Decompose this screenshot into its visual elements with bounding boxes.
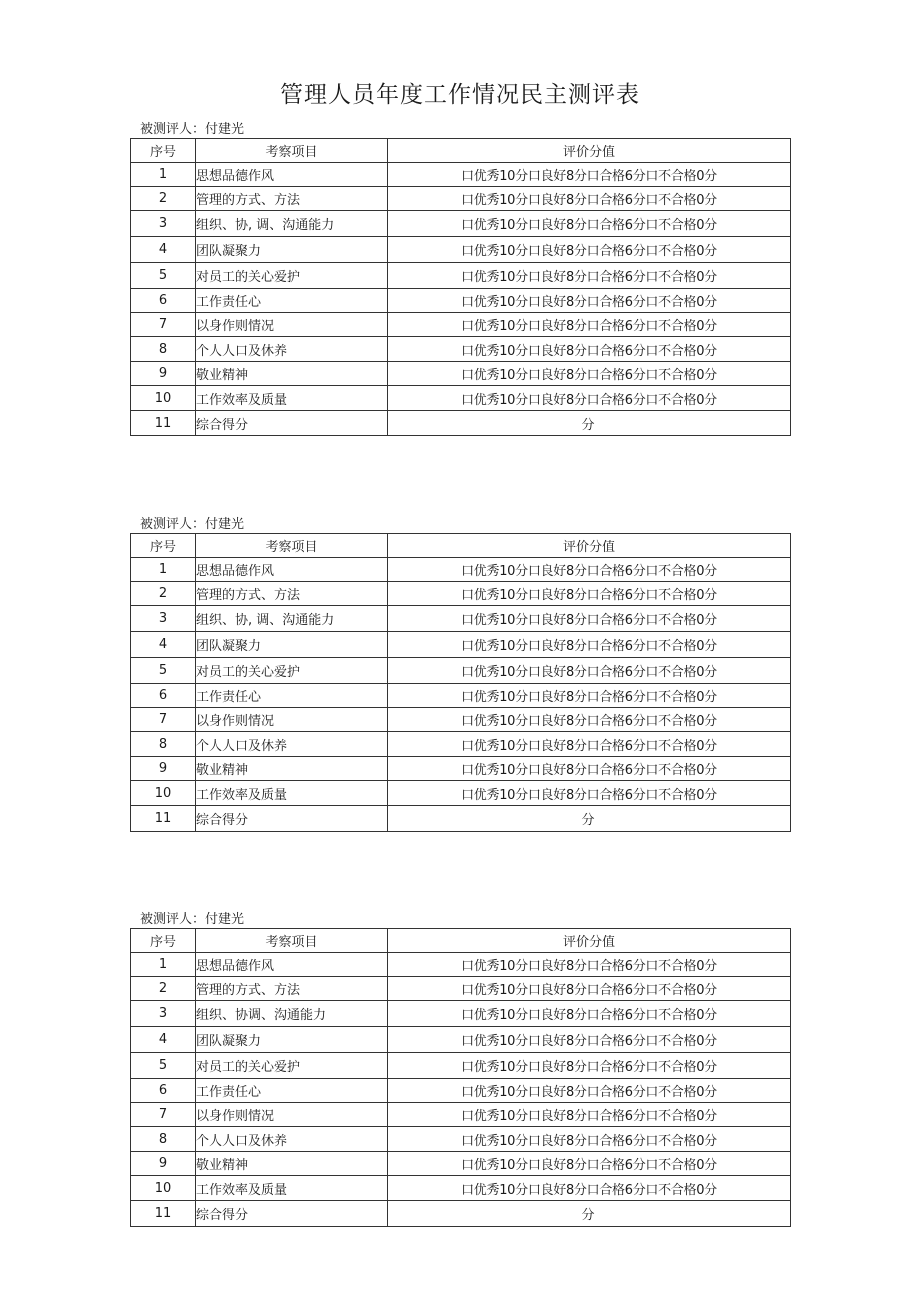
row-number: 1 bbox=[131, 163, 196, 187]
rating-options[interactable]: 口优秀10分口良好8分口合格6分口不合格0分 bbox=[388, 1152, 791, 1176]
rating-options[interactable]: 口优秀10分口良好8分口合格6分口不合格0分 bbox=[388, 632, 791, 658]
row-item: 工作效率及质量 bbox=[196, 386, 388, 411]
row-item: 工作效率及质量 bbox=[196, 781, 388, 806]
row-number: 3 bbox=[131, 606, 196, 632]
row-number: 9 bbox=[131, 362, 196, 386]
row-number: 8 bbox=[131, 732, 196, 757]
row-item: 团队凝聚力 bbox=[196, 1027, 388, 1053]
row-number: 7 bbox=[131, 708, 196, 732]
evaluation-form-1 bbox=[130, 122, 790, 436]
table-header-row bbox=[131, 929, 791, 953]
rating-options[interactable]: 口优秀10分口良好8分口合格6分口不合格0分 bbox=[388, 1027, 791, 1053]
rating-options[interactable]: 口优秀10分口良好8分口合格6分口不合格0分 bbox=[388, 658, 791, 684]
total-row bbox=[131, 411, 791, 436]
row-item: 敬业精神 bbox=[196, 1152, 388, 1176]
subject-label: 被测评人：付建光 bbox=[140, 912, 245, 927]
row-number: 9 bbox=[131, 1152, 196, 1176]
table-row bbox=[131, 977, 791, 1001]
evaluation-form-3 bbox=[130, 912, 790, 1227]
row-item: 工作责任心 bbox=[196, 1079, 388, 1103]
rating-options[interactable]: 口优秀10分口良好8分口合格6分口不合格0分 bbox=[388, 953, 791, 977]
rating-options[interactable]: 口优秀10分口良好8分口合格6分口不合格0分 bbox=[388, 237, 791, 263]
row-item: 个人人口及休养 bbox=[196, 337, 388, 362]
rating-options[interactable]: 口优秀10分口良好8分口合格6分口不合格0分 bbox=[388, 362, 791, 386]
table-row bbox=[131, 237, 791, 263]
row-item: 工作效率及质量 bbox=[196, 1176, 388, 1201]
row-item: 对员工的关心爱护 bbox=[196, 1053, 388, 1079]
row-number: 4 bbox=[131, 1027, 196, 1053]
row-number: 5 bbox=[131, 263, 196, 289]
row-number: 6 bbox=[131, 289, 196, 313]
rating-options[interactable]: 口优秀10分口良好8分口合格6分口不合格0分 bbox=[388, 1001, 791, 1027]
table-row bbox=[131, 1176, 791, 1201]
row-item: 思想品德作风 bbox=[196, 558, 388, 582]
table-row bbox=[131, 953, 791, 977]
row-number: 8 bbox=[131, 337, 196, 362]
total-score-unit: 分 bbox=[581, 813, 595, 828]
table-row bbox=[131, 1027, 791, 1053]
total-score-unit: 分 bbox=[581, 1208, 595, 1223]
table-row bbox=[131, 558, 791, 582]
rating-options[interactable]: 口优秀10分口良好8分口合格6分口不合格0分 bbox=[388, 781, 791, 806]
table-row bbox=[131, 386, 791, 411]
total-score-unit: 分 bbox=[581, 417, 595, 433]
subject-label: 被测评人：付建光 bbox=[140, 122, 245, 137]
table-row bbox=[131, 781, 791, 806]
table-row bbox=[131, 1127, 791, 1152]
row-item: 思想品德作风 bbox=[196, 953, 388, 977]
total-label: 综合得分 bbox=[196, 411, 388, 436]
row-number: 6 bbox=[131, 684, 196, 708]
header-number: 序号 bbox=[131, 534, 196, 558]
row-number: 11 bbox=[131, 411, 196, 436]
evaluation-form-2 bbox=[130, 517, 790, 832]
subject-label: 被测评人：付建光 bbox=[140, 517, 245, 532]
table-row bbox=[131, 757, 791, 781]
header-item: 考察项目 bbox=[196, 139, 388, 163]
row-item: 敬业精神 bbox=[196, 362, 388, 386]
evaluation-table bbox=[130, 533, 791, 832]
row-item: 对员工的关心爱护 bbox=[196, 658, 388, 684]
row-item: 以身作则情况 bbox=[196, 708, 388, 732]
row-number: 11 bbox=[131, 1201, 196, 1227]
rating-options[interactable]: 口优秀10分口良好8分口合格6分口不合格0分 bbox=[388, 1176, 791, 1201]
row-item: 个人人口及休养 bbox=[196, 1127, 388, 1152]
table-row bbox=[131, 732, 791, 757]
rating-options[interactable]: 口优秀10分口良好8分口合格6分口不合格0分 bbox=[388, 606, 791, 632]
header-item: 考察项目 bbox=[196, 534, 388, 558]
total-label: 综合得分 bbox=[196, 806, 388, 832]
row-number: 3 bbox=[131, 211, 196, 237]
table-row bbox=[131, 684, 791, 708]
row-item: 对员工的关心爱护 bbox=[196, 263, 388, 289]
table-row bbox=[131, 1053, 791, 1079]
evaluation-table bbox=[130, 928, 791, 1227]
row-item: 管理的方式、方法 bbox=[196, 187, 388, 211]
row-item: 个人人口及休养 bbox=[196, 732, 388, 757]
rating-options[interactable]: 口优秀10分口良好8分口合格6分口不合格0分 bbox=[388, 1103, 791, 1127]
rating-options[interactable]: 口优秀10分口良好8分口合格6分口不合格0分 bbox=[388, 684, 791, 708]
total-row bbox=[131, 1201, 791, 1227]
table-row bbox=[131, 708, 791, 732]
row-number: 5 bbox=[131, 1053, 196, 1079]
rating-options[interactable]: 口优秀10分口良好8分口合格6分口不合格0分 bbox=[388, 211, 791, 237]
total-score-field[interactable] bbox=[388, 806, 791, 832]
header-score: 评价分值 bbox=[388, 929, 791, 953]
table-row bbox=[131, 187, 791, 211]
table-row bbox=[131, 1103, 791, 1127]
table-row bbox=[131, 1001, 791, 1027]
row-item: 组织、协, 调、沟通能力 bbox=[196, 211, 388, 237]
rating-options[interactable]: 口优秀10分口良好8分口合格6分口不合格0分 bbox=[388, 337, 791, 362]
total-row bbox=[131, 806, 791, 832]
table-row bbox=[131, 632, 791, 658]
header-number: 序号 bbox=[131, 139, 196, 163]
row-number: 6 bbox=[131, 1079, 196, 1103]
row-item: 管理的方式、方法 bbox=[196, 582, 388, 606]
row-number: 10 bbox=[131, 1176, 196, 1201]
rating-options[interactable]: 口优秀10分口良好8分口合格6分口不合格0分 bbox=[388, 163, 791, 187]
row-number: 4 bbox=[131, 237, 196, 263]
table-row bbox=[131, 1079, 791, 1103]
table-row bbox=[131, 337, 791, 362]
rating-options[interactable]: 口优秀10分口良好8分口合格6分口不合格0分 bbox=[388, 708, 791, 732]
row-number: 2 bbox=[131, 187, 196, 211]
row-item: 以身作则情况 bbox=[196, 1103, 388, 1127]
row-number: 1 bbox=[131, 558, 196, 582]
row-number: 5 bbox=[131, 658, 196, 684]
row-number: 7 bbox=[131, 1103, 196, 1127]
rating-options[interactable]: 口优秀10分口良好8分口合格6分口不合格0分 bbox=[388, 582, 791, 606]
row-item: 团队凝聚力 bbox=[196, 237, 388, 263]
row-number: 1 bbox=[131, 953, 196, 977]
total-score-field[interactable] bbox=[388, 1201, 791, 1227]
table-row bbox=[131, 263, 791, 289]
rating-options[interactable]: 口优秀10分口良好8分口合格6分口不合格0分 bbox=[388, 386, 791, 411]
table-header-row bbox=[131, 534, 791, 558]
row-number: 10 bbox=[131, 386, 196, 411]
total-score-field[interactable] bbox=[388, 411, 791, 436]
rating-options[interactable]: 口优秀10分口良好8分口合格6分口不合格0分 bbox=[388, 289, 791, 313]
rating-options[interactable]: 口优秀10分口良好8分口合格6分口不合格0分 bbox=[388, 977, 791, 1001]
table-row bbox=[131, 211, 791, 237]
row-item: 工作责任心 bbox=[196, 289, 388, 313]
row-item: 敬业精神 bbox=[196, 757, 388, 781]
row-number: 8 bbox=[131, 1127, 196, 1152]
table-row bbox=[131, 163, 791, 187]
rating-options[interactable]: 口优秀10分口良好8分口合格6分口不合格0分 bbox=[388, 263, 791, 289]
row-number: 11 bbox=[131, 806, 196, 832]
rating-options[interactable]: 口优秀10分口良好8分口合格6分口不合格0分 bbox=[388, 558, 791, 582]
row-number: 10 bbox=[131, 781, 196, 806]
table-row bbox=[131, 313, 791, 337]
row-number: 3 bbox=[131, 1001, 196, 1027]
header-score: 评价分值 bbox=[388, 534, 791, 558]
row-number: 4 bbox=[131, 632, 196, 658]
rating-options[interactable]: 口优秀10分口良好8分口合格6分口不合格0分 bbox=[388, 757, 791, 781]
table-row bbox=[131, 658, 791, 684]
table-row bbox=[131, 582, 791, 606]
row-item: 管理的方式、方法 bbox=[196, 977, 388, 1001]
table-row bbox=[131, 362, 791, 386]
row-item: 思想品德作风 bbox=[196, 163, 388, 187]
table-row bbox=[131, 1152, 791, 1176]
table-row bbox=[131, 289, 791, 313]
total-label: 综合得分 bbox=[196, 1201, 388, 1227]
rating-options[interactable]: 口优秀10分口良好8分口合格6分口不合格0分 bbox=[388, 732, 791, 757]
row-number: 9 bbox=[131, 757, 196, 781]
row-item: 工作责任心 bbox=[196, 684, 388, 708]
row-item: 团队凝聚力 bbox=[196, 632, 388, 658]
rating-options[interactable]: 口优秀10分口良好8分口合格6分口不合格0分 bbox=[388, 187, 791, 211]
table-header-row bbox=[131, 139, 791, 163]
row-number: 7 bbox=[131, 313, 196, 337]
row-item: 以身作则情况 bbox=[196, 313, 388, 337]
header-number: 序号 bbox=[131, 929, 196, 953]
row-item: 组织、协调、沟通能力 bbox=[196, 1001, 388, 1027]
header-score: 评价分值 bbox=[388, 139, 791, 163]
page-title: 管理人员年度工作情况民主测评表 bbox=[280, 82, 640, 108]
rating-options[interactable]: 口优秀10分口良好8分口合格6分口不合格0分 bbox=[388, 1079, 791, 1103]
evaluation-table bbox=[130, 138, 791, 436]
rating-options[interactable]: 口优秀10分口良好8分口合格6分口不合格0分 bbox=[388, 1127, 791, 1152]
header-item: 考察项目 bbox=[196, 929, 388, 953]
table-row bbox=[131, 606, 791, 632]
row-number: 2 bbox=[131, 582, 196, 606]
rating-options[interactable]: 口优秀10分口良好8分口合格6分口不合格0分 bbox=[388, 1053, 791, 1079]
row-number: 2 bbox=[131, 977, 196, 1001]
rating-options[interactable]: 口优秀10分口良好8分口合格6分口不合格0分 bbox=[388, 313, 791, 337]
row-item: 组织、协, 调、沟通能力 bbox=[196, 606, 388, 632]
